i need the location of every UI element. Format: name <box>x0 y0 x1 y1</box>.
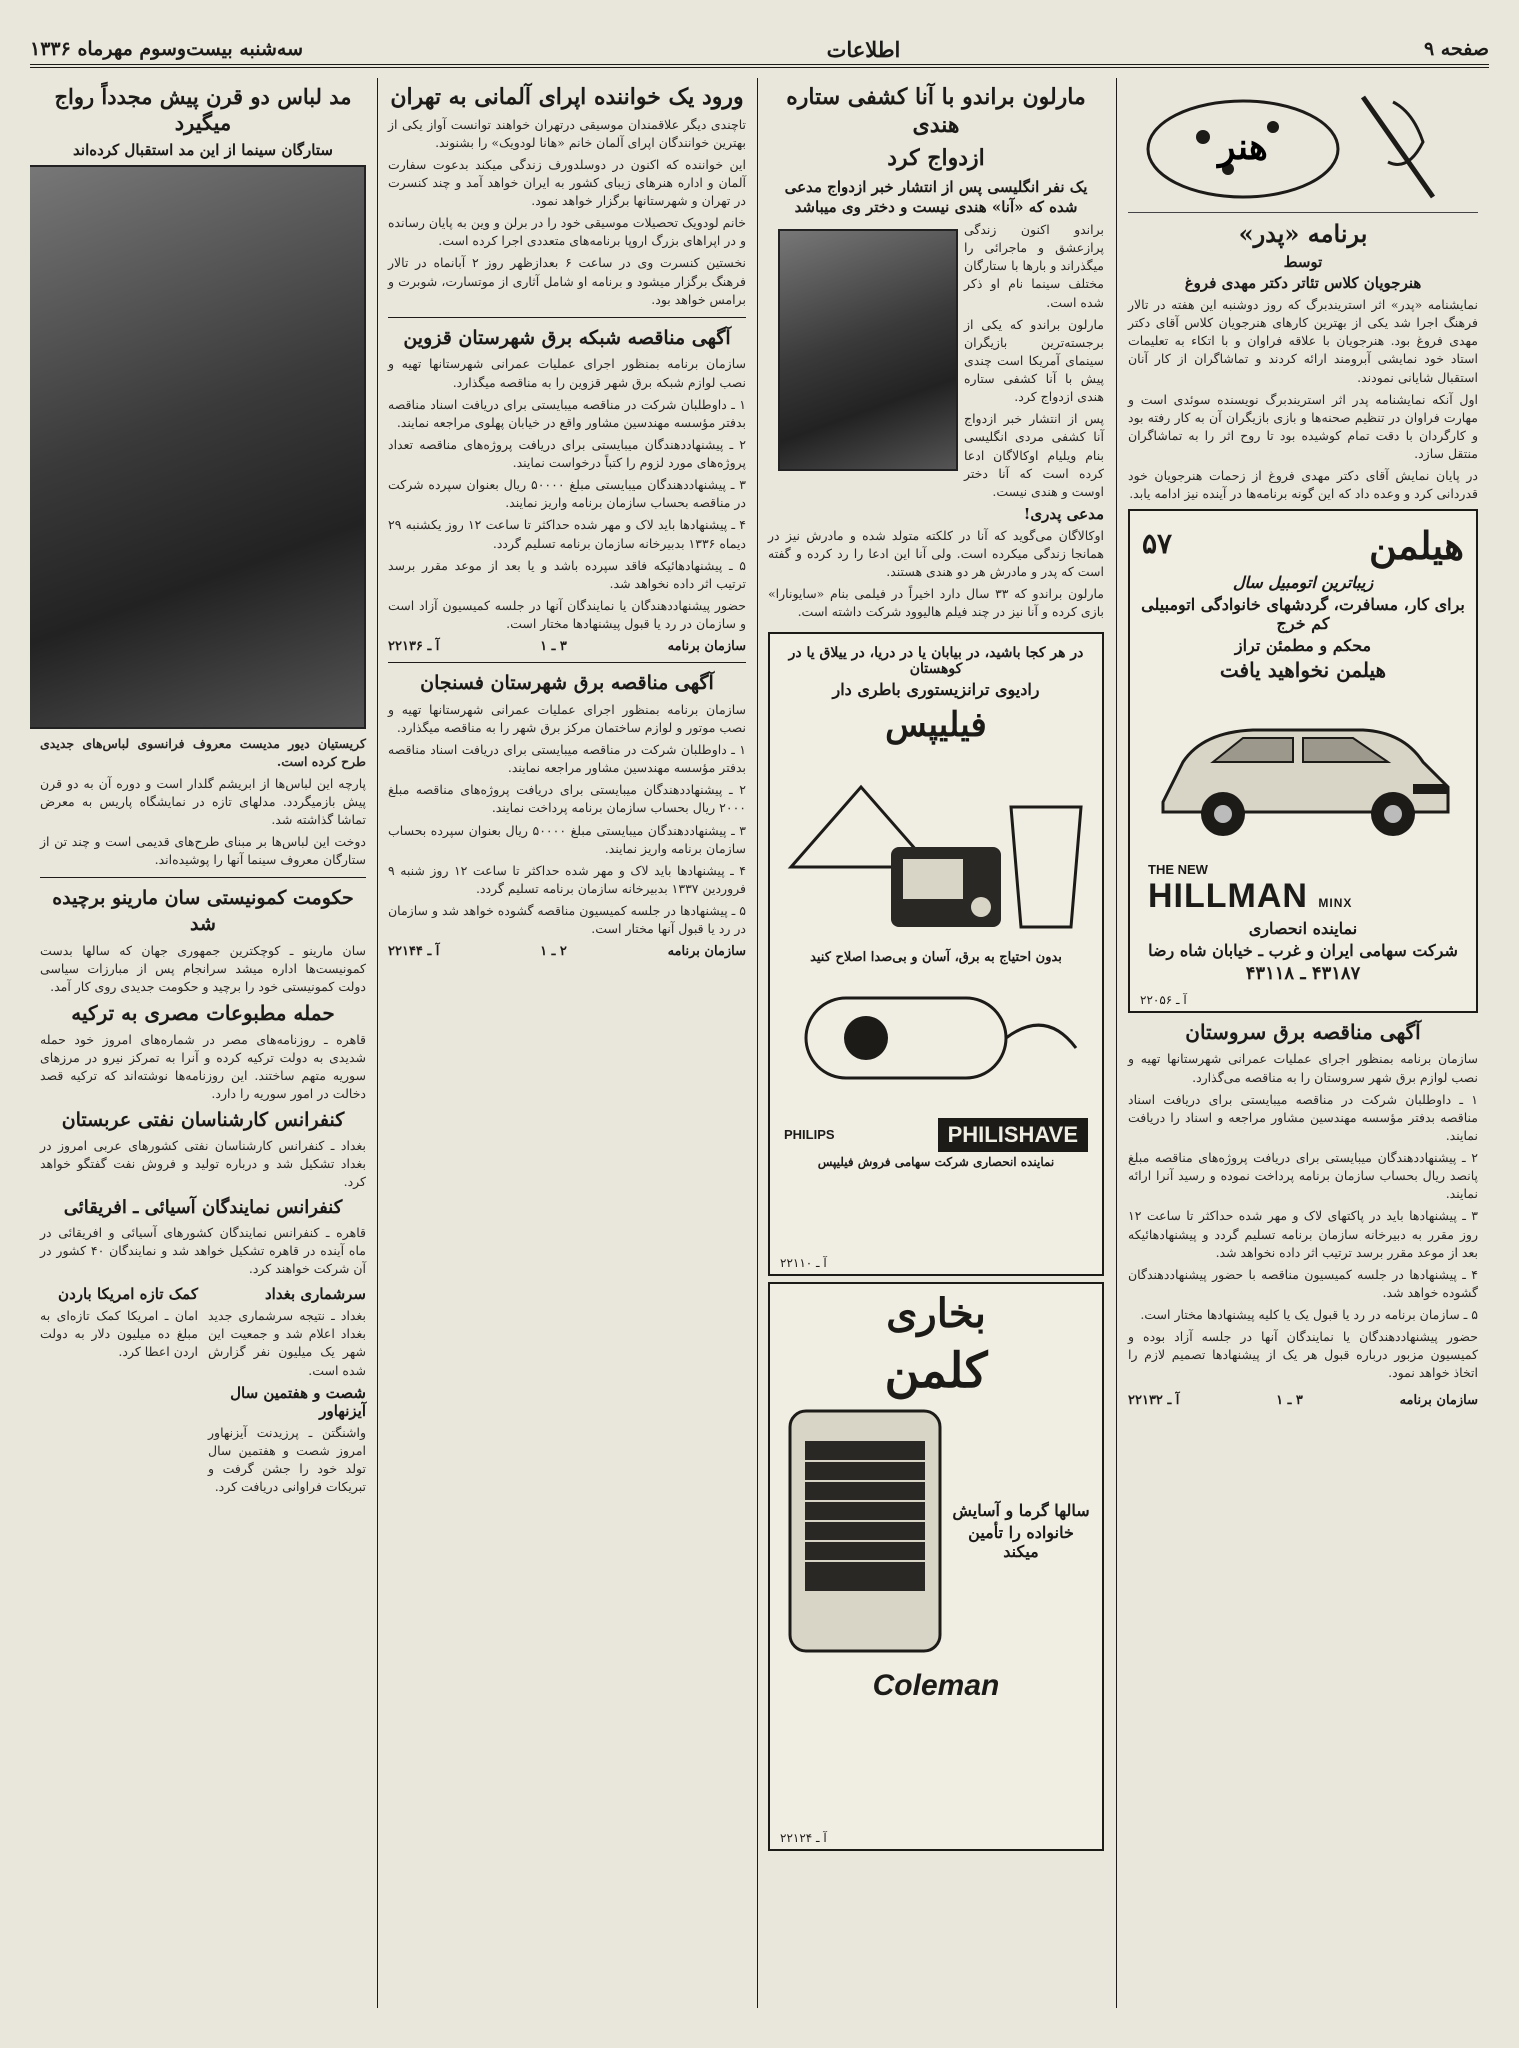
opera-paragraph: این خواننده که اکنون در دوسلدورف زندگی میکند بدعوت سفارت آلمان و اداره هنرهای زیبای کشور به ایران خواهد آمد و چند کنسرت در تهران و شهرستانها برگزار خواهد نمود. <box>388 156 746 208</box>
brando-paragraph: براندو اکنون زندگی پرازعشق و ماجرائی را میگذراند و بارها با ستارگان مختلف سینما نام او ذکر شده است. <box>964 222 1104 310</box>
fashion-paragraph: دوخت این لباس‌ها بر مبنای طرح‌های قدیمی است و چند تن از ستارگان معروف سینما آنها را پوشیده‌اند. <box>40 834 366 868</box>
tender-paragraph: ۳ ـ پیشنهاددهندگان میبایستی مبلغ ۵۰۰۰۰ ریال بعنوان سپرده بحساب سازمان برنامه واریز نمایند. <box>388 822 746 856</box>
hillman-company: شرکت سهامی ایران و غرب ـ خیابان شاه رضا <box>1148 941 1458 961</box>
brando-subhead: یک نفر انگلیسی پس از انتشار خبر ازدواج مدعی شده که «آنا» هندی نیست و دختر وی میباشد <box>784 177 1088 216</box>
tender-paragraph: سازمان برنامه بمنظور اجرای عملیات عمرانی شهرستانها تهیه و نصب لوازم شبکه برق شهر قزوین را به مناقصه میگذارد. <box>388 356 746 390</box>
tender-paragraph: ۴ ـ پیشنهادها باید لاک و مهر شده حداکثر تا ساعت ۱۲ روز شنبه ۹ فروردین ۱۳۳۷ بدبیرخانه سازمان برنامه تسلیم گردد. <box>388 862 746 896</box>
footer-code: آ ـ ۲۲۱۳۲ <box>1128 1392 1180 1408</box>
page-number: صفحه ۹ <box>1423 38 1489 60</box>
masthead <box>30 34 1489 68</box>
side-heading: مدعی پدری! <box>1023 504 1104 523</box>
hillman-slogan: زیباترین اتومبیل سال <box>1232 573 1374 593</box>
marlon-brando-photo <box>778 229 958 471</box>
kelman-heater-advertisement <box>768 1282 1104 1851</box>
footer-code: آ ـ ۲۲۱۳۶ <box>388 639 440 655</box>
tender-paragraph: ۲ ـ پیشنهاددهندگان میبایستی برای دریافت پروژه‌های مناقصه تعداد پروژه‌های مورد لزوم را کتباً درخواست نمایند. <box>388 436 746 471</box>
footer-code2: ۳ ـ ۱ <box>1276 1392 1303 1408</box>
tender-paragraph: ۵ ـ پیشنهادها در جلسه کمیسیون مناقصه گشوده خواهد شد و سازمان در رد یا قبول آنها مختار است. <box>388 903 746 937</box>
news-title: حکومت کمونیستی سان مارینو برچیده شد <box>52 887 354 936</box>
hillman-latin-model: MINX <box>1318 896 1353 911</box>
philips-line: رادیوی ترانزیستوری باطری دار <box>832 679 1040 699</box>
footer-org: سازمان برنامه <box>667 944 746 960</box>
hillman-line: برای کار، مسافرت، گردشهای خانوادگی اتومبیلی کم خرج <box>1141 595 1465 634</box>
opera-paragraph: نخستین کنسرت وی در ساعت ۶ بعدازظهر روز ۲ آبانماه در تالار فرهنگ برگزار میشود و برنامه او شامل آثاری از موتسارت، شوبرت و برامس خواهد بود. <box>388 255 746 307</box>
column-left <box>30 78 376 2008</box>
hillman-phone: ۴۳۱۸۷ ـ ۴۳۱۱۸ <box>1245 963 1361 985</box>
brief-paragraph: واشنگتن ـ پرزیدنت آیزنهاور امروز شصت و هفتمین سال تولد خود را جشن گرفت و تبریکات فراوانی دریافت کرد. <box>208 1424 366 1495</box>
opera-paragraph: تاچندی دیگر علاقمندان موسیقی درتهران خواهند توانست آواز یکی از بهترین خوانندگان اپرای آلمان خانم «هانا لودویک» را بشنوند. <box>388 116 746 150</box>
paper-name: اطلاعات <box>826 36 901 62</box>
kelman-brand: کلمن <box>884 1342 988 1399</box>
news-paragraph: قاهره ـ روزنامه‌های مصر در شماره‌های امروز خود حمله شدیدی به دولت ترکیه کرده و آنرا به تمرکز نیرو در مرزهای سوریه متهم ساختند. این روزنامه‌ها نوشته‌اند که ترکیه قصد دخالت در امور سوریه را دارد. <box>40 1032 366 1102</box>
tender-paragraph: حضور پیشنهاددهندگان یا نمایندگان آنها در جلسه آزاد بوده و کمیسیون مزبور درباره قبول هر یک از پیشنهادها تصمیم لازم را اتخاذ خواهد نمود. <box>1128 1329 1478 1381</box>
program-paragraph: نمایشنامه «پدر» اثر استریندبرگ که روز دوشنبه این هفته در تالار فرهنگ اجرا شد یکی از بهترین کارهای هنرجویان کلاس آقای دکتر مهدی فروغ بود. هنرجویان با علاقه فراوان و با اتکاء به تعلیمات استاد خود نمایشی آبرومند ارائه کردند و تماشاگران از کار آنان استقبال شایانی نمودند. <box>1128 297 1478 385</box>
column-right <box>1118 78 1488 2008</box>
divider <box>388 662 746 663</box>
kelman-latin-logo: Coleman <box>872 1668 1000 1702</box>
tender-paragraph: ۱ ـ داوطلبان شرکت در مناقصه میبایستی برای دریافت اسناد مناقصه بدفتر مؤسسه مهندسین مشاور واقع در خیابان پهلوی مراجعه نمایند. <box>388 396 746 430</box>
hillman-line: محکم و مطمئن تراز <box>1234 636 1372 656</box>
tender-paragraph: ۴ ـ پیشنهادها در جلسه کمیسیون مناقصه با حضور پیشنهاددهندگان گشوده خواهد شد. <box>1128 1266 1478 1300</box>
philips-brand: فیلیپس <box>885 704 987 745</box>
hillman-line: هیلمن نخواهید یافت <box>1219 658 1387 683</box>
photo-caption: کریستیان دیور مدیست معروف فرانسوی لباس‌های جدیدی طرح کرده است. <box>40 735 366 769</box>
brando-paragraph: اوکالاگان می‌گوید که آنا در کلکته متولد شده و مادرش نیز در همانجا زندگی میکرده است. ولی آنا این ادعا را رد کرده و گفته است که پدر و مادرش هر دو هندی هستند. <box>768 527 1104 580</box>
philips-line: در هر کجا باشید، در بیابان یا در دریا، در ییلاق یا در کوهستان <box>788 644 1084 677</box>
hillman-advertisement <box>1128 509 1478 1013</box>
brando-paragraph: مارلون براندو که ۳۳ سال دارد اخیراً در فیلمی بنام «سایونارا» بازی کرده و آنا نیز در چند فیلم هالیوود شرکت داشته است. <box>768 586 1104 620</box>
philips-line: بدون احتیاج به برق، آسان و بی‌صدا اصلاح کنید <box>810 949 1062 965</box>
program-paragraph: در پایان نمایش آقای دکتر مهدی فروغ از زحمات هنرجویان خود قدردانی کرد و وعده داد که این گونه برنامه‌ها در آینده نیز ادامه یابد. <box>1128 468 1478 502</box>
tender-paragraph: سازمان برنامه بمنظور اجرای عملیات عمرانی شهرستانها تهیه و نصب لوازم برق شهر سروستان را به مناقصه می‌گذارد. <box>1128 1051 1478 1085</box>
qazvin-tender-title: آگهی مناقصه شبکه برق شهرستان قزوین <box>403 326 731 349</box>
kelman-title: بخاری <box>886 1289 986 1337</box>
footer-code2: ۳ ـ ۱ <box>540 639 567 655</box>
ad-code: آ ـ ۲۲۱۱۰ <box>780 1255 827 1270</box>
tender-paragraph: ۱ ـ داوطلبان شرکت در مناقصه میبایستی برای دریافت اسناد مناقصه بدفتر مؤسسه مهندسین مشاور مراجعه نمایند. <box>388 742 746 776</box>
philips-logo: PHILIPS <box>784 1127 835 1142</box>
tender-paragraph: ۵ ـ پیشنهادهائیکه فاقد سپرده باشد و یا بعد از موعد مقرر برسد ترتیب اثر داده نخواهد شد. <box>388 557 746 591</box>
news-paragraph: سان مارینو ـ کوچکترین جمهوری جهان که سالها بدست کمونیست‌ها اداره میشد سرانجام پس از مبارزات سیاسی دولت کمونیستی خود را برچید و حکومت جدیدی روی کار آمد. <box>40 942 366 994</box>
fashion-photo <box>30 165 366 729</box>
column-rule <box>1116 78 1117 2008</box>
brief-title: کمک تازه امریکا باردن <box>58 1285 198 1304</box>
kelman-line: سالها گرما و آسایش <box>952 1500 1090 1520</box>
tender-paragraph: ۴ ـ پیشنهادها باید لاک و مهر شده حداکثر تا ساعت ۱۲ روز یکشنبه ۲۹ دیماه ۱۳۳۶ بدبیرخانه سازمان برنامه تسلیم گردد. <box>388 517 746 551</box>
column-second <box>758 78 1114 2008</box>
column-third <box>378 78 756 2008</box>
tender-paragraph: ۱ ـ داوطلبان شرکت در مناقصه میبایستی برای دریافت اسناد مناقصه بدفتر مؤسسه مهندسین مشاور مراجعه و اسناد را دریافت نمایند. <box>1128 1091 1478 1143</box>
footer-org: سازمان برنامه <box>1399 1392 1478 1408</box>
brief-paragraph: امان ـ امریکا کمک تازه‌ای به مبلغ ده میلیون دلار به دولت اردن اعطا کرد. <box>40 1308 198 1360</box>
tender-title: آگهی مناقصه برق سروستان <box>1185 1020 1421 1045</box>
tender-paragraph: ۳ ـ پیشنهادها باید در پاکتهای لاک و مهر شده حداکثر تا ساعت ۱۲ روز مقرر به دبیرخانه سازمان برنامه تسلیم گردد و پیشنهادهائیکه بعد از موعد مقرر برسد ترتیب اثر داده نخواهد شد. <box>1128 1208 1478 1260</box>
brando-headline-2: ازدواج کرد <box>887 145 985 171</box>
ad-code: آ ـ ۲۲۱۲۴ <box>780 1830 827 1845</box>
tender-paragraph: ۲ ـ پیشنهاددهندگان میبایستی برای دریافت پروژه‌های مناقصه مبلغ پانصد ریال بحساب سازمان برنامه پرداخت نموده و رسید آنرا ارائه نمایند. <box>1128 1150 1478 1202</box>
opera-paragraph: خانم لودویک تحصیلات موسیقی خود را در برلن و وین به پایان رسانده و در اپراهای بزرگ اروپا برنامه‌های متعددی اجرا کرده است. <box>388 215 746 249</box>
news-title: کنفرانس کارشناسان نفتی عربستان <box>61 1108 345 1131</box>
brief-title: سرشماری بغداد <box>265 1285 366 1304</box>
brief-title: شصت و هفتمین سال آیزنهاور <box>230 1383 366 1420</box>
program-by: توسط <box>1283 253 1323 271</box>
news-paragraph: قاهره ـ کنفرانس نمایندگان کشورهای آسیائی و افریقائی در ماه آینده در قاهره تشکیل خواهد شد و نمایندگان ۴۰ کشور در آن شرکت خواهند کرد. <box>40 1224 366 1277</box>
rafsanjan-tender-title: آگهی مناقصه برق شهرستان فسنجان <box>420 672 714 695</box>
tender-footer <box>388 639 746 654</box>
hillman-latin-brand <box>1148 877 1476 916</box>
tender-paragraph: ۵ ـ سازمان برنامه در رد یا قبول یک یا کلیه پیشنهادها مختار است. <box>1140 1307 1478 1322</box>
news-title: کنفرانس نمایندگان آسیائی ـ افریقائی <box>63 1196 343 1218</box>
opera-headline: ورود یک خواننده اپرای آلمانی به تهران <box>390 84 744 110</box>
fashion-subhead: ستارگان سینما از این مد استقبال کرده‌اند <box>73 140 333 159</box>
brando-paragraph: پس از انتشار خبر ازدواج آنا کشفی مردی انگلیسی بنام ویلیام اوکالاگان ادعا کرده است که آنا دختر اوست و هندی نیست. <box>964 411 1104 499</box>
arts-section-logo <box>1128 82 1478 213</box>
tender-paragraph: ۲ ـ پیشنهاددهندگان میبایستی برای دریافت پروژه‌های مناقصه مبلغ ۲۰۰۰ ریال بحساب سازمان برنامه پرداخت نمایند. <box>388 782 746 816</box>
brief-news-row <box>40 1282 366 1500</box>
footer-code: آ ـ ۲۲۱۴۴ <box>388 944 440 960</box>
tender-footer <box>1128 1393 1478 1408</box>
footer-code2: ۲ ـ ۱ <box>540 944 567 960</box>
hillman-number: ۵۷ <box>1142 527 1173 561</box>
hillman-latin-small: THE NEW <box>1148 862 1208 878</box>
shaver-icon <box>776 968 1096 1118</box>
news-title: حمله مطبوعات مصری به ترکیه <box>71 1001 335 1026</box>
philips-advertisement <box>768 632 1104 1276</box>
hillman-latin-name: HILLMAN <box>1148 877 1308 916</box>
program-title: برنامه «پدر» <box>1238 219 1368 248</box>
arts-logo-text: هنر <box>1218 126 1268 168</box>
program-paragraph: اول آنکه نمایشنامه پدر اثر استریندبرگ نویسنده سوئدی است و مهارت فراوان در تنظیم صحنه‌ها و بازی بازیگران آن به کار رفته بود و کارگردان با دقت تمام کوشیده بود تا روح اثر را به تماشاگران منتقل سازد. <box>1128 391 1478 461</box>
divider <box>388 317 746 318</box>
fashion-headline: مد لباس دو قرن پیش مجدداً رواج میگیرد <box>54 84 352 136</box>
hillman-agent: نماینده انحصاری <box>1248 919 1358 939</box>
hillman-brand: هیلمن <box>1369 523 1464 569</box>
palette-icon <box>1133 87 1473 207</box>
tender-paragraph: حضور پیشنهاددهندگان یا نمایندگان آنها در جلسه کمیسیون آزاد است و سازمان در رد یا قبول پیشنهادها مختار است. <box>388 597 746 632</box>
brando-headline: مارلون براندو با آنا کشفی ستاره هندی <box>786 84 1086 138</box>
brando-paragraph: مارلون براندو که یکی از برجسته‌ترین بازیگران سینمای آمریکا است چندی پیش با آنا کشفی ستاره هندی ازدواج کرد. <box>964 316 1104 405</box>
tender-footer <box>388 944 746 959</box>
tender-paragraph: ۳ ـ پیشنهاددهندگان میبایستی مبلغ ۵۰۰۰۰ ریال بعنوان سپرده شرکت در مناقصه بحساب سازمان برنامه واریز نمایند. <box>388 477 747 511</box>
footer-org: سازمان برنامه <box>667 639 746 655</box>
ad-code: آ ـ ۲۲۰۵۶ <box>1140 993 1187 1008</box>
car-icon <box>1143 692 1463 852</box>
philishave-logo: PHILISHAVE <box>938 1118 1088 1152</box>
issue-date: سه‌شنبه بیست‌وسوم مهرماه ۱۳۳۶ <box>30 38 303 60</box>
program-author: هنرجویان کلاس تئاتر دکتر مهدی فروغ <box>1184 274 1422 292</box>
philips-agent: نماینده انحصاری شرکت سهامی فروش فیلیپس <box>817 1154 1055 1169</box>
divider <box>40 877 366 878</box>
kelman-line: خانواده را تأمین میکند <box>968 1522 1074 1561</box>
heater-icon <box>780 1401 950 1661</box>
news-paragraph: بغداد ـ کنفرانس کارشناسان نفتی کشورهای عربی امروز در بغداد تشکیل شد و درباره تولید و فروش نفت گفتگو خواهد کرد. <box>40 1138 366 1190</box>
brief-paragraph: بغداد ـ نتیجه سرشماری جدید بغداد اعلام شد و جمعیت این شهر یک میلیون نفر گزارش شده است. <box>208 1308 366 1378</box>
radio-icon <box>771 747 1101 947</box>
fashion-paragraph: پارچه این لباس‌ها از ابریشم گلدار است و دوره آن به دو قرن پیش بازمیگردد. مدلهای تازه در نمایشگاه پاریس به معرض تماشا گذاشته شد. <box>40 775 366 827</box>
tender-paragraph: سازمان برنامه بمنظور اجرای عملیات عمرانی شهرستانها تهیه و نصب موتور و لوازم ساختمان مرکز برق شهر را به مناقصه میگذارد. <box>388 701 746 735</box>
